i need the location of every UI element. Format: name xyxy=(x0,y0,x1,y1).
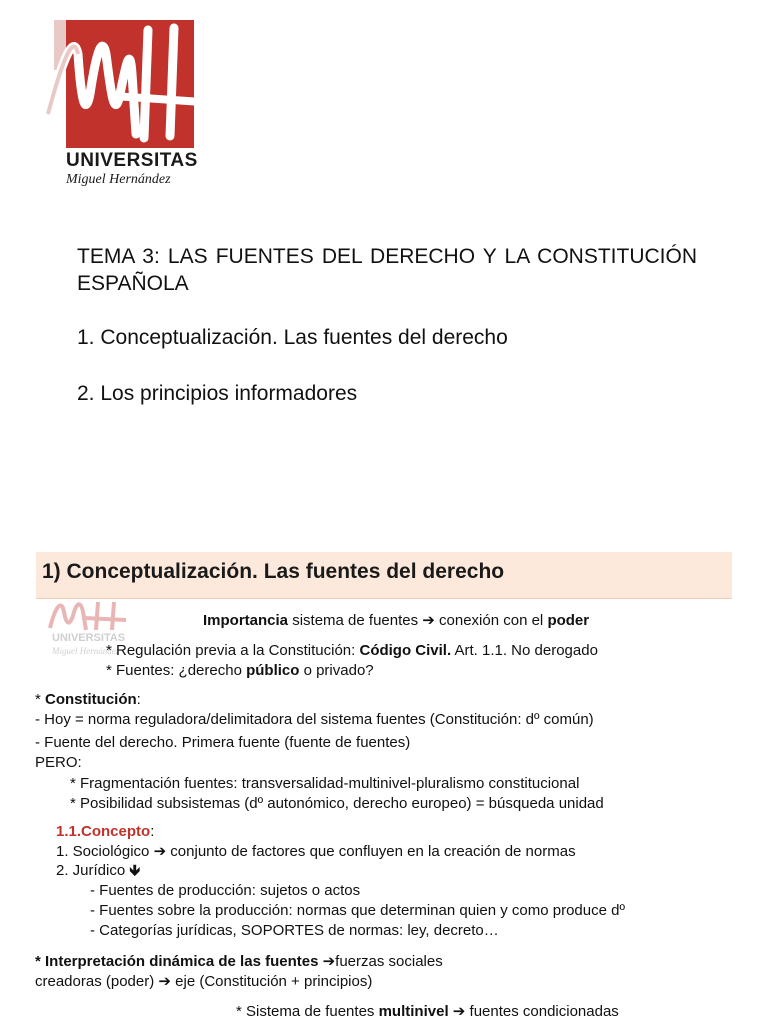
university-logo-icon xyxy=(44,14,204,150)
list-item: - Hoy = norma reguladora/delimitadora del sistema fuentes (Constitución: dº común) xyxy=(35,711,594,728)
list-item: * Fragmentación fuentes: transversalidad-multinivel-pluralismo constitucional xyxy=(70,775,580,792)
dynamic-interpretation-line: * Interpretación dinámica de las fuentes ➔fuerzas sociales xyxy=(35,953,443,970)
concept-heading: 1.1.Concepto: xyxy=(56,823,155,840)
list-item: * Posibilidad subsistemas (dº autonómico, derecho europeo) = búsqueda unidad xyxy=(70,795,604,812)
watermark-name: UNIVERSITAS xyxy=(52,632,126,644)
arrow-down-icon: 🡻 xyxy=(129,862,141,879)
list-item: 1. Conceptualización. Las fuentes del derecho xyxy=(77,326,508,349)
watermark-subtitle: Miguel Hernández xyxy=(52,646,120,656)
list-item: - Fuentes sobre la producción: normas que determinan quien y como produce dº xyxy=(90,902,625,919)
importance-line: Importancia sistema de fuentes ➔ conexión con el poder xyxy=(203,612,590,629)
list-item: - Fuentes de producción: sujetos o actos xyxy=(90,882,361,899)
arrow-right-icon: ➔ xyxy=(153,843,167,860)
arrow-right-icon: ➔ xyxy=(452,1003,466,1020)
logo-name: UNIVERSITAS xyxy=(66,150,198,171)
sources-line: * Fuentes: ¿derecho público o privado? xyxy=(106,662,374,679)
page-title: TEMA 3: LAS FUENTES DEL DERECHO Y LA CONSTITUCIÓN ESPAÑOLA xyxy=(77,245,697,295)
logo-subtitle: Miguel Hernández xyxy=(66,172,171,187)
section-banner xyxy=(36,552,732,599)
list-item: 2. Jurídico 🡻 xyxy=(56,862,141,879)
slide-2 xyxy=(0,548,768,1024)
list-item: - Categorías jurídicas, SOPORTES de normas: ley, decreto… xyxy=(90,922,499,939)
regulation-line: * Regulación previa a la Constitución: Código Civil. Art. 1.1. No derogado xyxy=(106,642,598,659)
arrow-right-icon: ➔ xyxy=(322,953,336,970)
arrow-right-icon: ➔ xyxy=(422,612,435,629)
list-item: 2. Los principios informadores xyxy=(77,382,358,405)
multilevel-line: * Sistema de fuentes multinivel ➔ fuentes condicionadas xyxy=(236,1003,619,1020)
university-logo-icon xyxy=(48,598,128,632)
list-item: 1. Sociológico ➔ conjunto de factores que confluyen en la creación de normas xyxy=(56,843,576,860)
list-item: creadoras (poder) ➔ eje (Constitución + principios) xyxy=(35,973,373,990)
section-title: 1) Conceptualización. Las fuentes del derecho xyxy=(42,560,505,583)
pero-label: PERO: xyxy=(35,754,82,771)
list-item: - Fuente del derecho. Primera fuente (fuente de fuentes) xyxy=(35,734,411,751)
constitution-heading: * Constitución: xyxy=(35,691,141,708)
arrow-right-icon: ➔ xyxy=(158,973,171,990)
